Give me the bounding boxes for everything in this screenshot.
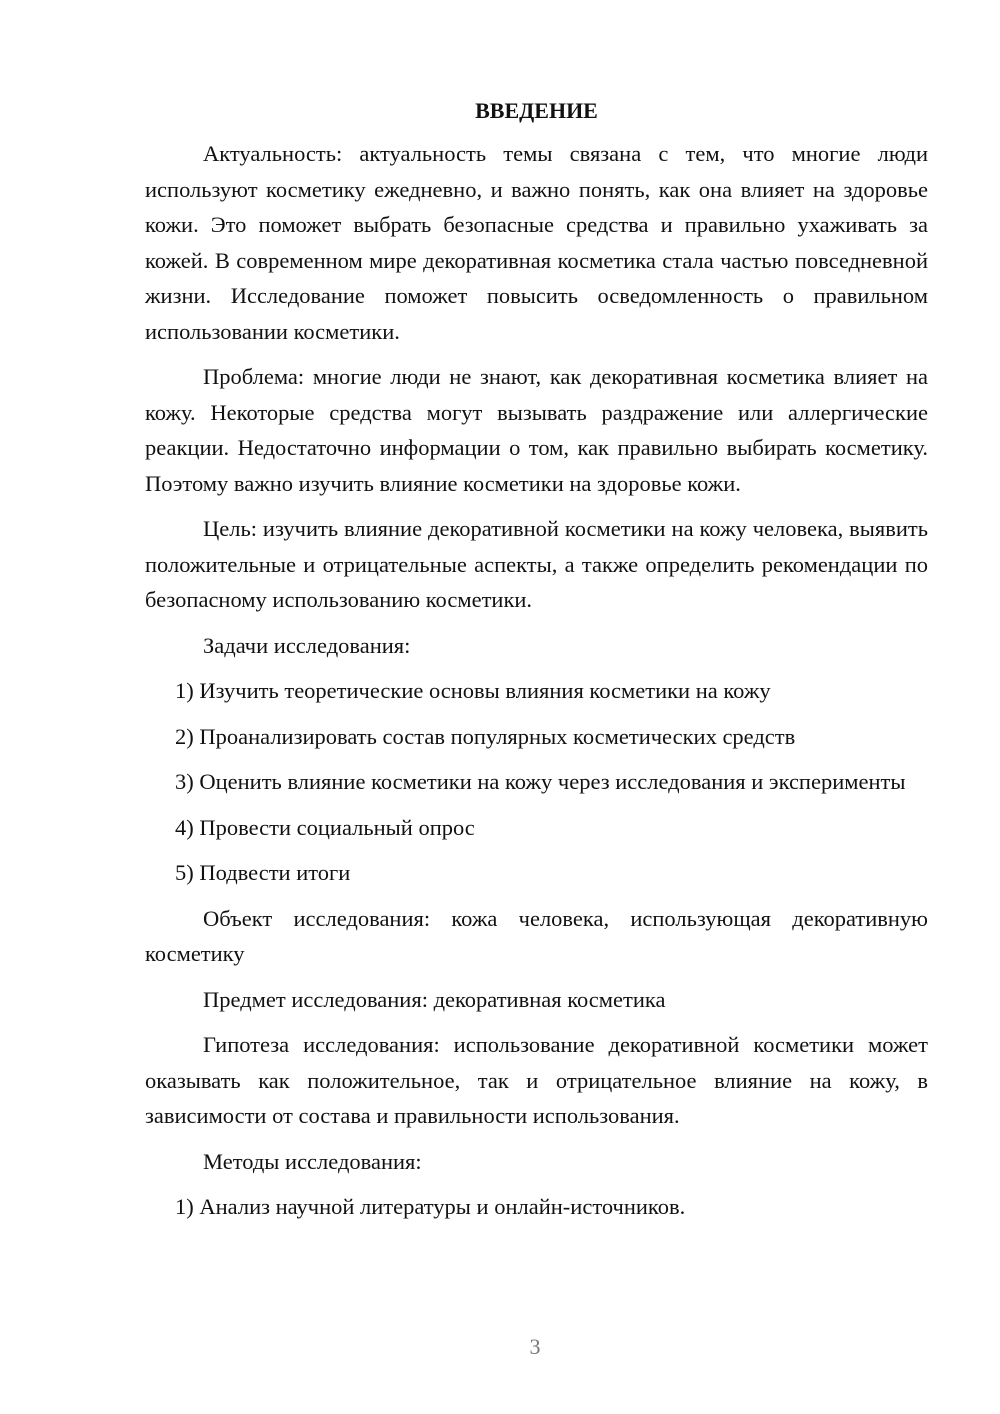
object-paragraph: Объект исследования: кожа человека, использующая декоративную косметику bbox=[145, 905, 928, 966]
task-item: 5) Подвести итоги bbox=[175, 860, 351, 885]
task-item: 4) Провести социальный опрос bbox=[175, 814, 475, 840]
relevance-paragraph: Актуальность: актуальность темы связана с тем, что многие люди используют косметику ежедневно, и важно понять, как она влияет на здоровье кожи. Это поможет выбрать безопасные средства и правильно ухаживать за кожей. В современном мире декоративная косметика стала частью повседневной жизни. Исследование поможет повысить осведомленность о правильном использовании косметики. bbox=[145, 141, 928, 344]
methods-heading: Методы исследования: bbox=[203, 1148, 422, 1174]
tasks-heading: Задачи исследования: bbox=[203, 632, 411, 658]
hypothesis-paragraph: Гипотеза исследования: использование декоративной косметики может оказывать как положительное, так и отрицательное влияние на кожу, в зависимости от состава и правильности использования. bbox=[145, 1032, 928, 1128]
subject-paragraph: Предмет исследования: декоративная косметика bbox=[203, 986, 666, 1012]
task-item: 1) Изучить теоретические основы влияния косметики на кожу bbox=[175, 678, 771, 703]
task-item: 3) Оценить влияние косметики на кожу через исследования и эксперименты bbox=[175, 769, 906, 794]
method-item: 1) Анализ научной литературы и онлайн-источников. bbox=[175, 1194, 686, 1219]
problem-paragraph: Проблема: многие люди не знают, как декоративная косметика влияет на кожу. Некоторые средства могут вызывать раздражение или аллергические реакции. Недостаточно информации о том, как правильно выбирать косметику. Поэтому важно изучить влияние косметики на здоровье кожи. bbox=[145, 364, 928, 496]
task-item: 2) Проанализировать состав популярных косметических средств bbox=[175, 723, 796, 749]
document-page bbox=[145, 96, 928, 1235]
page-title: ВВЕДЕНИЕ bbox=[475, 98, 598, 123]
page-number: 3 bbox=[529, 1334, 541, 1359]
goal-paragraph: Цель: изучить влияние декоративной косметики на кожу человека, выявить положительные и отрицательные аспекты, а также определить рекомендации по безопасному использованию косметики. bbox=[145, 516, 928, 612]
